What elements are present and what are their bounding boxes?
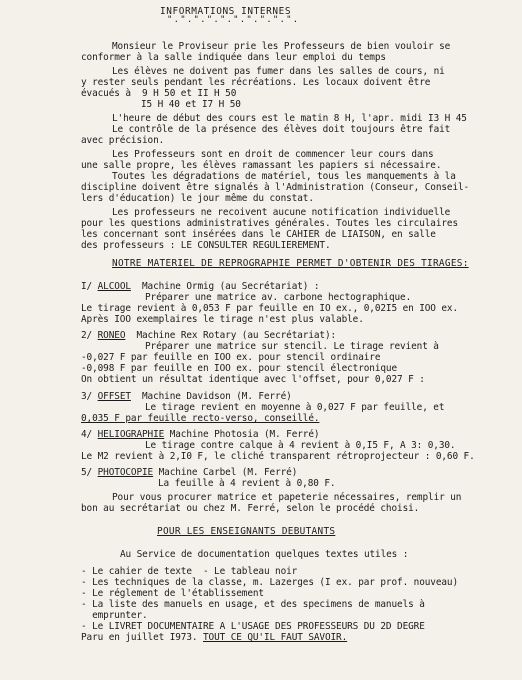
enseignants-heading: POUR LES ENSEIGNANTS DEBUTANTS [157,526,336,537]
intro-line: les concernant sont insérées dans le CAHIER de LIAISON, en salle [81,229,436,240]
item-number: 4/ [81,429,93,440]
item-offset-header [81,391,292,402]
intro-line: L'heure de début des cours est le matin 8 H, l'apr. midi I3 H 45 [112,113,467,124]
item-roneo-line: On obtient un résultat identique avec l'offset, pour 0,027 F : [81,374,425,385]
item-label: ALCOOL [97,281,131,292]
intro-line: évacués à 9 H 50 et II H 50 [81,88,237,99]
intro-line: discipline doivent être signalés à l'Administration (Conseur, Conseil- [81,182,470,193]
item-number: 5/ [81,467,93,478]
item-machine: Machine Davidson (M. Ferré) [142,391,292,402]
item-roneo-line: -0,098 F par feuille en IOO ex. pour stencil électronique [81,363,398,374]
intro-line: Toutes les dégradations de matériel, tous les manquements à la [112,171,456,182]
intro-line: Les Professeurs sont en droit de commencer leur cours dans [112,149,434,160]
item-offset-line: Le tirage revient en moyenne à 0,027 F par feuille, et [145,402,445,413]
item-number: I/ [81,281,93,292]
item-photocopie-header [81,467,297,478]
list-item: - Le réglement de l'établissement [81,588,264,599]
item-offset-line: 0,035 F par feuille recto-verso, conseillé. [81,413,320,424]
item-alcool-header [81,281,319,292]
item-label: HELIOGRAPHIE [97,429,165,440]
item-machine: Machine Photosia (M. Ferré) [169,429,320,440]
closing-line: bon au secrétariat ou chez M. Ferré, selon le procédé choisi. [81,503,420,514]
item-alcool-line: Préparer une matrice av. carbone hectographique. [145,292,412,303]
list-item-text: Paru en juillet I973. [81,632,198,643]
item-number: 2/ [81,330,93,341]
intro-line: Les professeurs ne recoivent aucune notification individuelle [112,207,451,218]
item-roneo-header [81,330,336,341]
item-alcool-line: Le tirage revient à 0,053 F par feuille en IO ex., 0,02I5 en IOO ex. [81,303,459,314]
list-emphasis: TOUT CE QU'IL FAUT SAVOIR. [202,632,348,643]
item-roneo-line: -0,027 F par feuille en IOO ex. pour stencil ordinaire [81,352,381,363]
reprographie-heading: NOTRE MATERIEL DE REPROGRAPHIE PERMET D'OBTENIR DES TIRAGES: [112,258,469,269]
title-underline-dots: ".".".".".".".".".". [167,15,300,25]
intro-line: y rester seuls pendant les récréations. Les locaux doivent être [81,77,431,88]
list-item: - La liste des manuels en usage, et des specimens de manuels à [81,599,425,610]
item-label: OFFSET [97,391,131,402]
item-photocopie-line: La feuille à 4 revient à 0,80 F. [158,478,336,489]
list-item: emprunter. [81,610,148,621]
item-helio-header [81,429,319,440]
item-machine: Machine Ormig (au Secrétariat) : [142,281,320,292]
item-label: PHOTOCOPIE [97,467,154,478]
item-alcool-line: Après IOO exemplaires le tirage n'est plus valable. [81,314,364,325]
intro-line: pour les questions administratives générales. Toutes les circulaires [81,218,459,229]
intro-line: des professeurs : LE CONSULTER REGULIEREMENT. [81,240,331,251]
intro-line: conformer à la salle indiquée dans leur emploi du temps [81,52,386,63]
intro-line: Les élèves ne doivent pas fumer dans les salles de cours, ni [112,66,445,77]
intro-line: avec précision. [81,135,165,146]
list-item-last [81,632,347,643]
item-roneo-line: Préparer une matrice sur stencil. Le tirage revient à [145,341,439,352]
item-machine: Machine Carbel (M. Ferré) [158,467,298,478]
item-machine: Machine Rex Rotary (au Secrétariat): [136,330,337,341]
intro-line: une salle propre, les élèves ramassant les papiers si nécessaire. [81,160,442,171]
list-item: - Le cahier de texte - Le tableau noir [81,566,298,577]
intro-line: I5 H 40 et I7 H 50 [141,99,241,110]
list-item: - Les techniques de la classe, m. Lazerges (I ex. par prof. nouveau) [81,577,459,588]
documentation-intro: Au Service de documentation quelques textes utiles : [120,549,409,560]
list-item: - Le LIVRET DOCUMENTAIRE A L'USAGE DES PROFESSEURS DU 2D DEGRE [81,621,425,632]
item-label: RONEO [97,330,126,341]
item-number: 3/ [81,391,93,402]
intro-line: Monsieur le Proviseur prie les Professeurs de bien vouloir se [112,41,451,52]
intro-line: Le contrôle de la présence des élèves doit toujours être fait [112,124,451,135]
closing-line: Pour vous procurer matrice et papeterie nécessaires, remplir un [112,492,462,503]
item-helio-line: Le tirage contre calque à 4 revient à 0,I5 F, A 3: 0,30. [145,440,456,451]
item-helio-line: Le M2 revient à 2,I0 F, le cliché transparent rétroprojecteur : 0,60 F. [81,451,475,462]
intro-line: lers d'éducation) le jour même du constat. [81,193,314,204]
document-title: INFORMATIONS INTERNES [160,6,292,17]
